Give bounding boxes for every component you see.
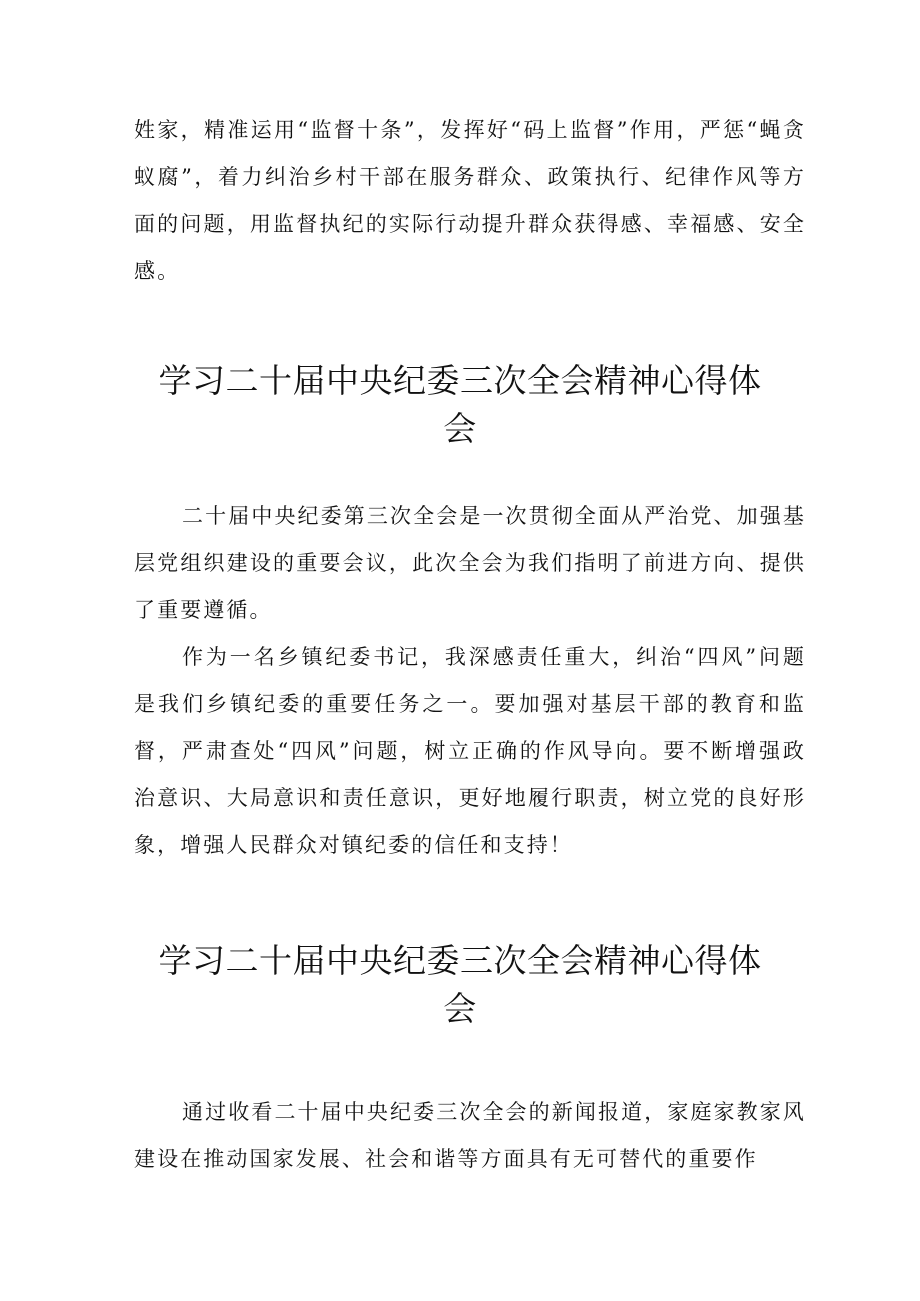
- section-heading-1: 学习二十届中央纪委三次全会精神心得体会: [158, 361, 762, 448]
- paragraph-final: 通过收看二十届中央纪委三次全会的新闻报道，家庭家教家风建设在推动国家发展、社会和谐等方面具有无可替代的重要作: [134, 1100, 806, 1171]
- paragraph-body: 作为一名乡镇纪委书记，我深感责任重大，纠治“四风”问题是我们乡镇纪委的重要任务之一。要加强对基层干部的教育和监督，严肃查处“四风”问题，树立正确的作风导向。要不断增强政治意识、大局意识和责任意识，更好地履行职责，树立党的良好形象，增强人民群众对镇纪委的信任和支持！: [134, 645, 806, 857]
- paragraph-intro: 二十届中央纪委第三次全会是一次贯彻全面从严治党、加强基层党组织建设的重要会议，此次全会为我们指明了前进方向、提供了重要遵循。: [134, 504, 806, 622]
- section-heading-2: 学习二十届中央纪委三次全会精神心得体会: [158, 941, 762, 1028]
- paragraph-continuation: 姓家，精准运用“监督十条”，发挥好“码上监督”作用，严惩“蝇贪蚁腐”，着力纠治乡村干部在服务群众、政策执行、纪律作风等方面的问题，用监督执纪的实际行动提升群众获得感、幸福感、安全感。: [134, 118, 806, 283]
